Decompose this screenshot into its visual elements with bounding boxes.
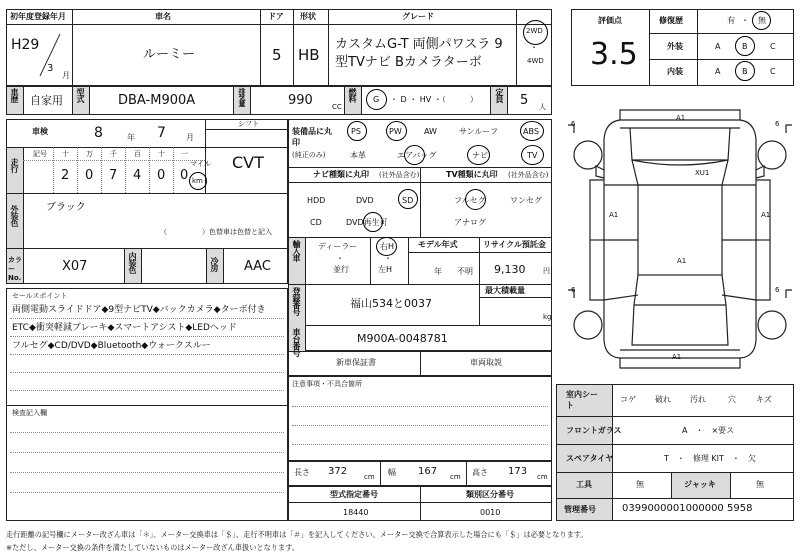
eq-aw: AW <box>424 127 437 136</box>
color-code-label: カラーNo. <box>8 256 22 282</box>
shift-value: CVT <box>232 153 264 172</box>
footer-line-2: ※ただし、メーター交換の条件を満たしていないものはメーター改ざん車扱いとなります。 <box>6 543 299 552</box>
model-label: 型式 <box>76 88 85 102</box>
import-parallel: 並行 <box>333 265 349 274</box>
mileage-digit-label-5: 一 <box>181 150 188 158</box>
seat-label: 室内シート <box>566 390 598 410</box>
tools-label: 工具 <box>576 480 592 489</box>
grade-line1: カスタムG-T 両側パワスラ 9 <box>335 37 503 52</box>
max-load-label: 最大積載量 <box>485 286 525 295</box>
spare-label: スペアタイヤ <box>566 454 614 463</box>
sales-point-2: フルセグ◆CD/DVD◆Bluetooth◆ウォークスルー <box>12 341 211 351</box>
reg-number-label: 登録番号 <box>292 287 301 315</box>
nav-type-label: ナビ種類に丸印 <box>313 170 369 179</box>
mileage-unit-km: km <box>192 177 203 185</box>
grade-line2: 型TVナビ Bカメラターボ <box>335 55 482 70</box>
model-value: DBA-M900A <box>118 93 196 108</box>
windshield-label: フロントガラス <box>566 426 622 435</box>
repair-label: 修復歴 <box>659 16 683 25</box>
drive-4wd: 4WD <box>527 57 544 65</box>
recycle-unit: 円 <box>543 267 550 275</box>
grade-label: グレード <box>402 12 434 21</box>
repair-no: 無 <box>758 16 766 25</box>
mgmt-label: 管理番号 <box>564 505 596 514</box>
chassis-number: M900A-0048781 <box>357 332 448 345</box>
tools-value: 無 <box>636 480 644 489</box>
warranty-label: 新車保証書 <box>336 358 376 367</box>
mgmt-value: 0399000001000000 5958 <box>622 503 753 514</box>
exterior-c: C <box>770 42 776 51</box>
fuel-label: 燃料 <box>348 88 357 102</box>
interior-c: C <box>770 67 776 76</box>
fuel-rest: ・ D ・ HV ・（ ） <box>390 95 478 104</box>
inspection-year: 8 <box>94 125 103 141</box>
recycle-value: 9,130 <box>494 263 526 276</box>
width-unit: cm <box>450 473 461 481</box>
ac-value: AAC <box>244 259 271 274</box>
repair-dot: ・ <box>741 16 749 25</box>
equipment-label: 装備品に丸印 <box>292 127 332 147</box>
eq-navi: ナビ <box>472 151 488 160</box>
seat-option-0: コゲ <box>620 395 636 404</box>
car-name-label: 車名 <box>155 12 171 21</box>
capacity-label: 定員 <box>495 88 504 102</box>
repair-yes: 有 <box>727 16 735 25</box>
recycle-label: リサイクル預託金 <box>483 240 546 249</box>
seat-option-3: 穴 <box>728 395 736 404</box>
import-label: 輸入車 <box>292 240 301 261</box>
reg-year-label: 初年度登録年月 <box>10 12 66 21</box>
jack-value: 無 <box>756 480 764 489</box>
nav-cd: CD <box>310 218 322 227</box>
panel-mark-2: A1 <box>609 211 619 219</box>
tv-oneseg: ワンセグ <box>510 196 542 205</box>
sales-points-label: セールスポイント <box>12 292 68 300</box>
mileage-digit-2: 7 <box>109 168 118 183</box>
exterior-a: A <box>715 42 721 51</box>
mileage-digit-0: 2 <box>61 168 70 183</box>
panel-mark-4: A1 <box>677 257 687 265</box>
eq-airbag: エアバッグ <box>397 151 437 160</box>
inspection-month-unit: 月 <box>186 133 194 142</box>
reg-month: 3 <box>47 63 54 74</box>
chassis-label: 車台番号 <box>292 328 301 356</box>
seat-option-1: 破れ <box>655 395 671 404</box>
reg-month-unit: 月 <box>62 71 70 80</box>
fuel-g: G <box>373 95 380 104</box>
drive-2wd: 2WD <box>526 27 543 35</box>
tv-fullseg: フルセグ <box>454 196 486 205</box>
notes-block <box>288 376 552 461</box>
width-label: 幅 <box>388 468 396 477</box>
steering-right: 右H <box>380 242 395 251</box>
panel-mark-0: 6 <box>571 120 576 128</box>
steering-left: 左H <box>378 265 393 274</box>
mileage-symbol-label: 記号 <box>33 150 47 158</box>
width-value: 167 <box>418 466 438 477</box>
nav-sd: SD <box>402 196 414 205</box>
height-unit: cm <box>537 473 548 481</box>
reg-era: H29 <box>11 37 40 53</box>
eq-leather: 本革 <box>350 151 366 160</box>
color-code: X07 <box>62 259 88 274</box>
mileage-digit-label-2: 千 <box>110 150 117 158</box>
import-dot: ・ <box>336 254 344 263</box>
score-label: 評価点 <box>598 16 622 25</box>
inspection-label: 車検 <box>32 127 48 136</box>
inspection-year-unit: 年 <box>127 133 135 142</box>
eq-pw: PW <box>389 127 402 136</box>
car-diagram <box>560 100 800 378</box>
shift-label: シフト <box>238 120 259 128</box>
eq-abs: ABS <box>523 127 539 136</box>
length-value: 372 <box>328 466 348 477</box>
color-value: ブラック <box>46 202 86 213</box>
tv-analog: アナログ <box>454 218 486 227</box>
mileage-digit-3: 4 <box>133 168 142 183</box>
mileage-digit-label-1: 万 <box>86 150 93 158</box>
reg-number: 福山534と0037 <box>350 297 432 310</box>
capacity-value: 5 <box>520 93 529 108</box>
footer-line-1: 走行距離の記号欄にメーター改ざん車は「＊」、メーター交換車は「＄」、走行不明車は「＃」を記入してください。メーター交換で合算表示した場合にも「＄」は必要となります。 <box>6 530 588 539</box>
displacement-label: 排気量 <box>238 88 246 106</box>
category-label: 類別区分番号 <box>466 490 514 499</box>
sales-point-0: 両側電動スライドドア◆9型ナビTV◆バックカメラ◆ターボ付き <box>12 305 266 315</box>
panel-mark-6: A1 <box>672 353 682 361</box>
inspector-label: 検査記入欄 <box>12 409 47 417</box>
eq-sunroof: サンルーフ <box>459 127 498 136</box>
shape-label: 形状 <box>300 12 316 21</box>
exterior-b: B <box>742 42 748 51</box>
windshield-value: A ・ ×要ス <box>682 426 735 435</box>
nav-type-sub: (社外品含む) <box>379 171 420 179</box>
mileage-digit-5: 0 <box>180 168 189 183</box>
panel-mark-8: 6 <box>571 286 576 294</box>
equipment-sub: (純正のみ) <box>292 151 326 159</box>
panel-mark-7: 6 <box>775 120 780 128</box>
tv-type-label: TV種類に丸印 <box>446 170 498 179</box>
eq-tv: TV <box>527 151 538 160</box>
panel-mark-3: A1 <box>761 211 771 219</box>
car-name: ルーミー <box>143 47 196 62</box>
seat-option-4: キズ <box>756 395 772 404</box>
manual-label: 車両取説 <box>470 358 502 367</box>
interior-color-label: 内装色 <box>128 252 137 273</box>
nav-hdd: HDD <box>307 196 326 205</box>
displacement-unit: CC <box>332 103 342 111</box>
length-unit: cm <box>364 473 375 481</box>
model-year-label: モデル年式 <box>418 240 458 249</box>
color-note: （ ）色替車は色替と記入 <box>160 228 272 236</box>
ac-label: 冷房 <box>210 257 219 271</box>
notes-label: 注意事項・不具合箇所 <box>292 380 362 388</box>
eq-ps: PS <box>351 127 361 136</box>
length-label: 長さ <box>294 468 310 477</box>
spare-value: T ・ 修理 KIT ・ 欠 <box>664 454 756 463</box>
interior-a: A <box>715 67 721 76</box>
max-load-unit: kg <box>543 313 552 321</box>
shape: HB <box>298 46 320 64</box>
color-label: 外装色 <box>10 205 19 226</box>
mileage-digit-label-0: 十 <box>62 150 69 158</box>
mileage-digit-1: 0 <box>85 168 94 183</box>
tv-type-sub: (社外品含む) <box>508 171 549 179</box>
score-value: 3.5 <box>590 37 638 72</box>
panel-mark-5: XU1 <box>695 169 710 177</box>
height-value: 173 <box>508 466 528 477</box>
displacement-value: 990 <box>288 93 313 108</box>
mileage-unit-mile: マイル <box>190 160 211 168</box>
model-year-value: 不明 <box>457 267 473 276</box>
sales-point-1: ETC◆衝突軽減ブレーキ◆スマートアシスト◆LEDヘッド <box>12 323 237 333</box>
nav-dvdplay: DVD再生可 <box>346 218 388 227</box>
model-year-unit: 年 <box>434 267 442 276</box>
type-cert-label: 型式指定番号 <box>330 490 378 499</box>
inspection-month: 7 <box>157 125 166 141</box>
mileage-label: 走行 <box>10 158 19 172</box>
height-label: 高さ <box>472 468 488 477</box>
import-dealer: ディーラー <box>318 242 358 251</box>
interior-label: 内装 <box>667 67 683 76</box>
steering-dot: ・ <box>384 254 392 263</box>
door-label: ドア <box>268 12 284 21</box>
panel-mark-9: 6 <box>775 286 780 294</box>
exterior-label: 外装 <box>667 42 683 51</box>
mileage-digit-4: 0 <box>157 168 166 183</box>
seat-option-2: 汚れ <box>690 395 706 404</box>
capacity-unit: 人 <box>539 103 546 111</box>
use-value: 自家用 <box>30 94 63 107</box>
mileage-digit-label-4: 十 <box>158 150 165 158</box>
use-label: 車歴 <box>10 88 19 102</box>
panel-mark-1: A1 <box>676 114 686 122</box>
doors: 5 <box>272 46 282 64</box>
category-value: 0010 <box>480 508 501 517</box>
type-cert-value: 18440 <box>343 508 369 517</box>
drive-dot: ・ <box>530 43 538 52</box>
nav-dvd: DVD <box>356 196 374 205</box>
mileage-digit-label-3: 百 <box>134 150 141 158</box>
interior-b: B <box>742 67 748 76</box>
jack-label: ジャッキ <box>684 480 716 489</box>
